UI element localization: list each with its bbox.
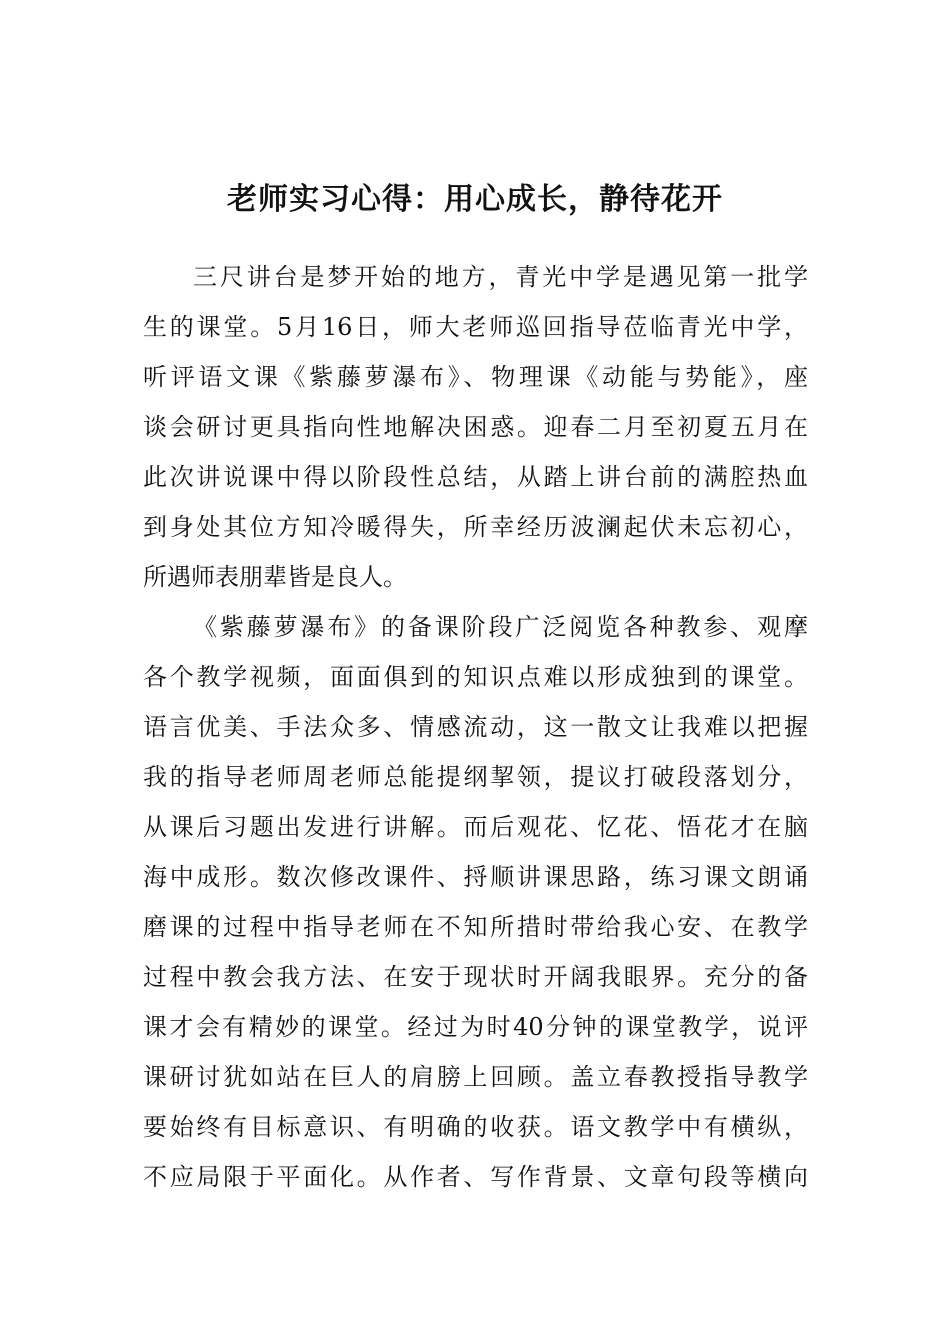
text-line: 各个教学视频，面面俱到的知识点难以形成独到的课堂。 xyxy=(143,663,808,691)
text-line: 谈会研讨更具指向性地解决困惑。迎春二月至初夏五月在 xyxy=(143,413,808,441)
text-line: 语言优美、手法众多、情感流动，这一散文让我难以把握 xyxy=(143,713,808,741)
text-line: 三尺讲台是梦开始的地方，青光中学是遇见第一批学 xyxy=(193,263,808,291)
text-line: 此次讲说课中得以阶段性总结，从踏上讲台前的满腔热血 xyxy=(143,463,808,491)
text-line: 要始终有目标意识、有明确的收获。语文教学中有横纵， xyxy=(143,1113,808,1141)
document-body xyxy=(143,252,808,1202)
text-line: 从课后习题出发进行讲解。而后观花、忆花、悟花才在脑 xyxy=(143,813,808,841)
paragraph-2 xyxy=(143,602,808,1202)
text-line: 《紫藤萝瀑布》的备课阶段广泛阅览各种教参、观摩 xyxy=(193,613,808,641)
text-line: 海中成形。数次修改课件、捋顺讲课思路，练习课文朗诵 xyxy=(143,863,808,891)
text-line: 不应局限于平面化。从作者、写作背景、文章句段等横向 xyxy=(143,1163,808,1191)
text-line: 到身处其位方知冷暖得失，所幸经历波澜起伏未忘初心， xyxy=(143,513,808,541)
paragraph-1 xyxy=(143,252,808,602)
text-line: 生的课堂。5月16日，师大老师巡回指导莅临青光中学， xyxy=(143,313,808,341)
text-line: 所遇师表朋辈皆是良人。 xyxy=(143,563,407,591)
text-line: 课才会有精妙的课堂。经过为时40分钟的课堂教学，说评 xyxy=(143,1013,808,1041)
text-line: 磨课的过程中指导老师在不知所措时带给我心安、在教学 xyxy=(143,913,808,941)
text-line: 课研讨犹如站在巨人的肩膀上回顾。盖立春教授指导教学 xyxy=(143,1063,808,1091)
document-title: 老师实习心得：用心成长，静待花开 xyxy=(227,182,723,217)
text-line: 我的指导老师周老师总能提纲挈领，提议打破段落划分， xyxy=(143,763,808,791)
text-line: 听评语文课《紫藤萝瀑布》、物理课《动能与势能》，座 xyxy=(143,363,808,391)
text-line: 过程中教会我方法、在安于现状时开阔我眼界。充分的备 xyxy=(143,963,808,991)
